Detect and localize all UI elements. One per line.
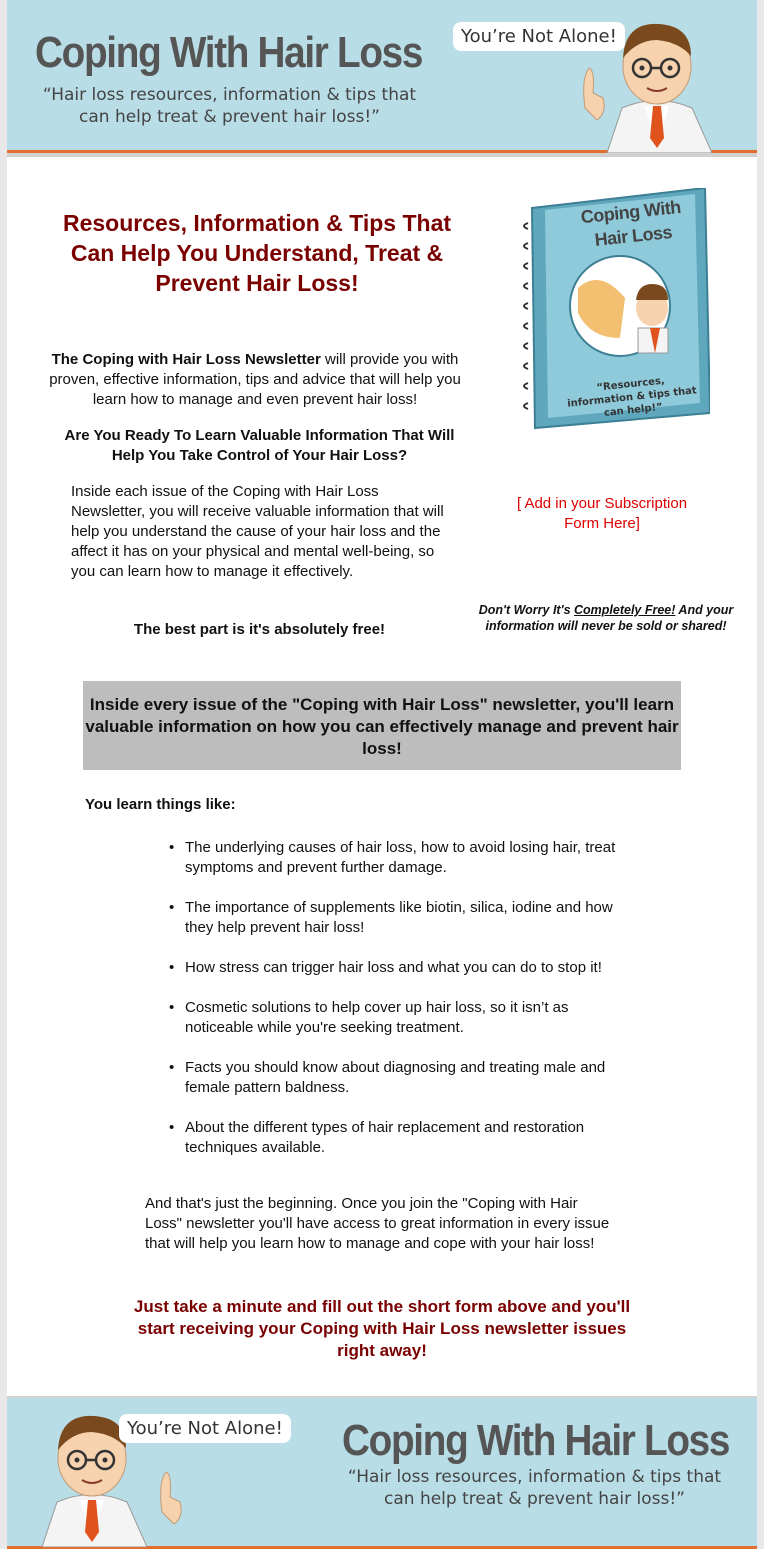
closing-paragraph: And that's just the beginning. Once you join the "Coping with Hair Loss" newsletter you'll have access to great information in every issue that will help you learn how to manage and cope with your hair loss!	[145, 1195, 610, 1252]
list-item: • Facts you should know about diagnosing and treating male and female pattern baldness.	[167, 1058, 617, 1098]
list-item: • Cosmetic solutions to help cover up hair loss, so it isn’t as noticeable while you're seeking treatment.	[167, 998, 617, 1038]
best-part-text: The best part is it's absolutely free!	[133, 621, 386, 638]
intro-rest: will provide you with proven, effective information, tips and advice that will help you learn how to manage and even prevent hair loss!	[49, 351, 461, 408]
subheading: Are You Ready To Learn Valuable Information That Will Help You Take Control of Your Hair Loss?	[64, 427, 455, 464]
banner-title: Coping With Hair Loss	[342, 1416, 730, 1465]
final-call-to-action: Just take a minute and fill out the short form above and you'll start receiving your Coping with Hair Loss newsletter issues right away!	[133, 1297, 631, 1360]
list-item: • The underlying causes of hair loss, how to avoid losing hair, treat symptoms and prevent further damage.	[167, 838, 617, 878]
learn-heading: You learn things like:	[85, 796, 236, 813]
description-paragraph: Inside each issue of the Coping with Hair Loss Newsletter, you will receive valuable information that will help you understand the cause of your hair loss and the affect it has on your physical and mental well-being, so you can learn how to manage it effectively.	[71, 483, 444, 580]
main-headline: Resources, Information & Tips That Can Help You Understand, Treat & Prevent Hair Loss!	[62, 210, 452, 296]
privacy-note	[477, 602, 735, 634]
subscription-form-placeholder[interactable]: [ Add in your Subscription Form Here]	[516, 495, 688, 532]
cover-title: Coping With Hair Loss	[579, 196, 682, 250]
privacy-note-emphasis: Completely Free!	[574, 603, 676, 617]
list-item: • About the different types of hair replacement and restoration techniques available.	[167, 1118, 617, 1158]
page	[7, 0, 757, 1544]
banner-title: Coping With Hair Loss	[35, 28, 423, 77]
benefits-list	[167, 838, 617, 1178]
highlight-text: Inside every issue of the "Coping with Hair Loss" newsletter, you'll learn valuable information on how you can effectively manage and prevent hair loss!	[85, 695, 679, 758]
list-item: • How stress can trigger hair loss and what you can do to stop it!	[167, 958, 617, 978]
speech-bubble: You’re Not Alone!	[453, 22, 625, 51]
intro-paragraph	[45, 350, 465, 410]
highlight-box	[83, 681, 681, 770]
speech-bubble: You’re Not Alone!	[119, 1414, 291, 1443]
header-banner	[7, 0, 757, 153]
cover-tagline: “Resources, information & tips that can help!”	[566, 375, 698, 419]
banner-tagline: “Hair loss resources, information & tips that can help treat & prevent hair loss!”	[347, 1467, 722, 1509]
banner-tagline: “Hair loss resources, information & tips that can help treat & prevent hair loss!”	[42, 85, 417, 127]
intro-bold: The Coping with Hair Loss Newsletter	[51, 351, 321, 368]
list-item: • The importance of supplements like biotin, silica, iodine and how they help prevent hair loss!	[167, 898, 617, 938]
doctor-illustration	[567, 8, 742, 153]
footer-banner	[7, 1396, 757, 1549]
header-divider	[7, 153, 757, 157]
privacy-note-prefix: Don't Worry It's	[478, 603, 574, 617]
privacy-note-suffix: And your information will never be sold or shared!	[485, 603, 734, 633]
